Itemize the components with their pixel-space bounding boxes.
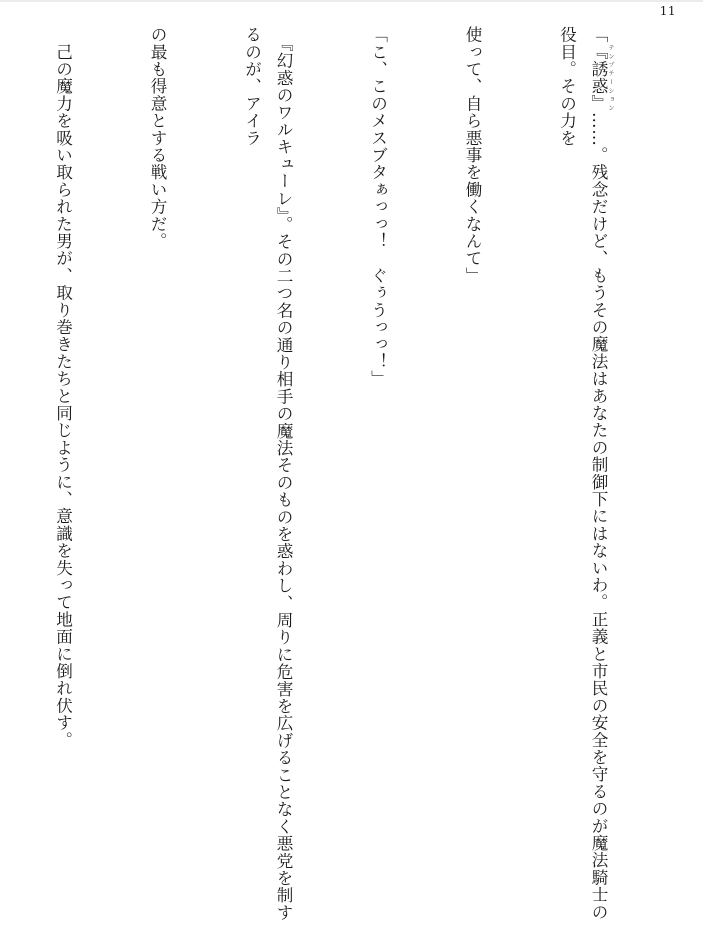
page-number: 11 [659,4,676,18]
page-top-edge [0,0,703,2]
text-line-4: 『幻惑のワルキューレ』。その二つ名の通り相手の魔法そのものを惑わし、周りに危害を広げることなく悪党を制するのが、アイラ [242,26,293,921]
text-line-5: の最も得意とする戦い方だ。 [148,26,167,250]
ruby-temptation [589,43,614,113]
text-line-3: 「こ、このメスブタぁっっ！ ぐぅうっっ！」 [368,26,388,388]
text-line-1-rest: ……。残念だけど、もうその魔法はあなたの制御下にはないわ。正義と市民の安全を守るのが魔法騎士の役目。その力を [557,26,608,921]
vertical-text-body [17,26,677,926]
text-line-1 [551,26,614,926]
ruby-base: 『誘惑』 [589,43,608,113]
text-line-2: 使って、自ら悪事を働くなんて」 [463,26,482,284]
ruby-reading: テンプテーション [607,43,614,113]
text-line-1-open: 「 [589,26,608,44]
text-line-6: 己の魔力を吸い取られた男が、取り巻きたちと同じように、意識を失って地面に倒れ伏す。 [53,26,73,749]
